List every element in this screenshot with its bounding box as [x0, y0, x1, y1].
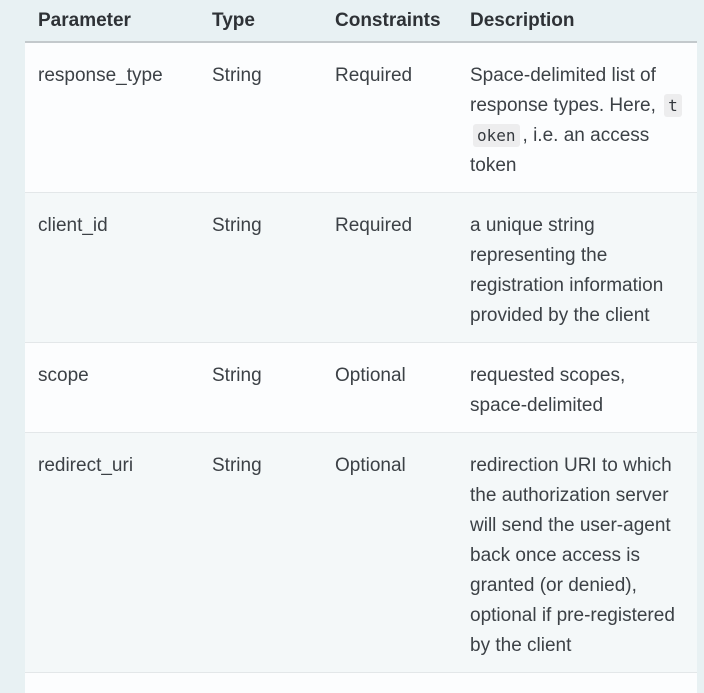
column-header-description: Description	[470, 10, 575, 31]
cell-type: String	[212, 455, 262, 476]
cell-parameter: client_id	[38, 215, 108, 236]
cell-type: String	[212, 365, 262, 386]
cell-type: String	[212, 215, 262, 236]
cell-constraints: Required	[335, 65, 413, 86]
cell-description: Space-delimited list of response types. Here, token , i.e. an access token	[457, 43, 697, 192]
table-row	[25, 343, 697, 433]
cell-description: requested scopes, space-delimited	[470, 365, 626, 416]
cell-parameter: response_type	[38, 65, 163, 86]
inline-code: token	[473, 94, 682, 147]
cell-description: redirection URI to which the authorization server will send the user-agent back once access is granted (or denied), optional if pre-registered by the client	[470, 455, 675, 656]
cell-constraints: Optional	[335, 455, 406, 476]
table-row	[25, 433, 697, 673]
cell-parameter: redirect_uri	[38, 455, 134, 476]
table-header-row	[25, 0, 697, 43]
table-row	[25, 193, 697, 343]
table-row	[25, 43, 697, 193]
column-header-parameter: Parameter	[38, 10, 131, 31]
table-body	[25, 43, 697, 673]
column-header-type: Type	[212, 10, 255, 31]
cell-constraints: Optional	[335, 365, 406, 386]
column-header-constraints: Constraints	[335, 10, 441, 31]
partial-next-row	[25, 673, 697, 693]
cell-description: a unique string representing the registration information provided by the client	[470, 215, 664, 326]
cell-type: String	[212, 65, 262, 86]
cell-parameter: scope	[38, 365, 89, 386]
cell-constraints: Required	[335, 215, 413, 236]
parameters-table	[25, 0, 697, 693]
